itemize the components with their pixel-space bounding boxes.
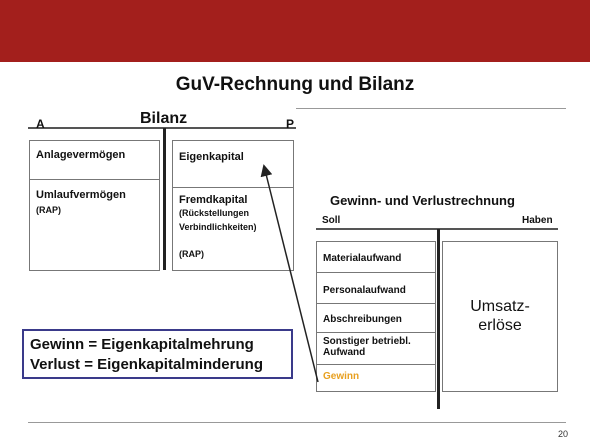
- eigenkapital-label: Eigenkapital: [179, 151, 244, 163]
- gewinn-formula: Gewinn = Eigenkapitalmehrung: [30, 336, 254, 353]
- anlagevermoegen-label: Anlagevermögen: [36, 149, 126, 161]
- rueckstellungen-label: (Rückstellungen: [179, 208, 250, 218]
- aktiva-rap-label: (RAP): [36, 205, 61, 215]
- haben-label: Haben: [522, 215, 553, 226]
- verbindlichkeiten-label: Verbindlichkeiten): [179, 222, 257, 232]
- page-title: GuV-Rechnung und Bilanz: [175, 74, 415, 95]
- fremdkapital-label: Fremdkapital: [179, 194, 248, 206]
- abschreibungen-label: Abschreibungen: [323, 314, 402, 325]
- verlust-formula: Verlust = Eigenkapitalminderung: [30, 356, 263, 373]
- umlaufvermoegen-label: Umlaufvermögen: [36, 189, 126, 201]
- umsatzerloese-line1: Umsatz-: [470, 298, 530, 315]
- passiva-rap-label: (RAP): [179, 249, 204, 259]
- gewinn-label: Gewinn: [323, 371, 360, 382]
- formula-box: [22, 329, 293, 379]
- aktiva-marker: A: [36, 117, 45, 131]
- sonstiger-aufwand-label: Sonstiger betriebl. Aufwand: [323, 336, 411, 358]
- footer-rule: [28, 422, 566, 423]
- soll-label: Soll: [322, 215, 341, 226]
- bilanz-heading: Bilanz: [140, 110, 188, 127]
- umsatzerloese-line2: erlöse: [478, 317, 522, 334]
- guv-heading: Gewinn- und Verlustrechnung: [330, 193, 515, 208]
- personalaufwand-label: Personalaufwand: [323, 285, 406, 296]
- materialaufwand-label: Materialaufwand: [323, 253, 402, 264]
- passiva-marker: P: [286, 117, 295, 131]
- page-number: 20: [557, 429, 568, 439]
